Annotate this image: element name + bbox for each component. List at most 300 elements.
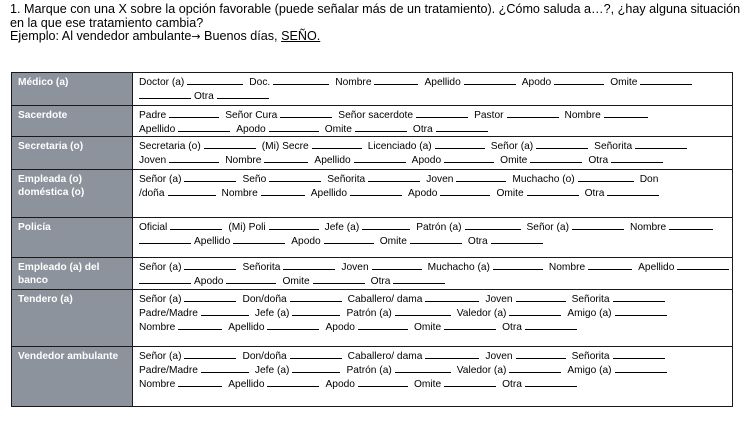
- row-options: [133, 73, 733, 106]
- row-options: [133, 106, 733, 137]
- option-label: Joven: [341, 262, 369, 273]
- option-label: Nombre: [139, 322, 176, 333]
- answer-blank[interactable]: [607, 186, 659, 196]
- answer-blank[interactable]: [178, 377, 222, 387]
- answer-blank[interactable]: [615, 363, 667, 373]
- option-label: Apellido: [314, 155, 351, 166]
- option-line: [139, 349, 728, 363]
- answer-blank[interactable]: [362, 220, 410, 230]
- option-label: Amigo (a): [567, 308, 612, 319]
- option-label: Muchacho (a): [427, 262, 490, 273]
- answer-blank[interactable]: [493, 260, 543, 270]
- answer-blank[interactable]: [169, 153, 219, 163]
- row-category: Médico (a): [12, 73, 133, 106]
- option-label: Nombre: [221, 188, 258, 199]
- option-label: Señorita: [571, 351, 610, 362]
- answer-blank[interactable]: [435, 139, 485, 149]
- option-item: [139, 77, 243, 88]
- option-item: [416, 222, 520, 233]
- answer-blank[interactable]: [269, 172, 321, 182]
- row-options: [133, 290, 733, 347]
- answer-blank[interactable]: [530, 153, 582, 163]
- option-label: Omite: [413, 379, 442, 390]
- answer-blank[interactable]: [456, 172, 506, 182]
- row-category: Empleada (o) doméstica (o): [12, 170, 133, 218]
- question-line-2: en la que ese tratamiento cambia?: [10, 15, 204, 30]
- answer-blank[interactable]: [374, 75, 418, 85]
- option-line: [139, 172, 728, 186]
- option-item: [565, 110, 648, 121]
- option-label: Patrón (a): [416, 222, 462, 233]
- option-item: [371, 276, 446, 287]
- option-item: [194, 276, 276, 287]
- example-middle: Buenos días,: [200, 29, 282, 44]
- option-item: [585, 188, 660, 199]
- row-options: [133, 258, 733, 290]
- answer-blank[interactable]: [669, 220, 713, 230]
- option-line: [139, 260, 728, 274]
- option-item: [139, 155, 219, 166]
- option-item: [139, 262, 236, 273]
- option-item: [325, 124, 407, 135]
- option-item: [496, 188, 578, 199]
- option-label: Omite: [500, 155, 528, 166]
- answer-blank[interactable]: [169, 108, 219, 118]
- option-label: /doña: [139, 188, 165, 199]
- answer-blank[interactable]: [184, 172, 236, 182]
- option-label: (Mi) Poli: [228, 222, 266, 233]
- option-label: Apodo: [194, 276, 224, 287]
- option-label: Omite: [379, 236, 407, 247]
- option-item: [139, 222, 222, 233]
- option-line: [139, 274, 728, 288]
- option-line: [139, 139, 728, 153]
- option-label: Joven: [485, 294, 513, 305]
- option-item: [572, 294, 665, 305]
- option-item: [594, 141, 687, 152]
- answer-blank[interactable]: [273, 75, 329, 85]
- answer-blank[interactable]: [280, 108, 332, 118]
- answer-blank[interactable]: [464, 75, 516, 85]
- option-label: Apodo: [411, 155, 442, 166]
- option-label: Omite: [413, 322, 442, 333]
- option-item: [291, 236, 373, 247]
- option-label: Otra: [584, 188, 605, 199]
- option-item: [380, 236, 462, 247]
- option-item: [638, 262, 729, 273]
- option-item: [457, 365, 562, 376]
- option-item: [228, 379, 319, 390]
- option-item: [408, 188, 490, 199]
- answer-blank[interactable]: [184, 292, 236, 302]
- option-item: [640, 174, 659, 185]
- option-item: [255, 365, 341, 376]
- option-label: Nombre: [564, 110, 601, 121]
- answer-blank[interactable]: [269, 122, 319, 132]
- option-item: [242, 351, 341, 362]
- option-label: Nombre: [225, 155, 262, 166]
- option-label: Apellido: [310, 188, 347, 199]
- option-item: [255, 308, 341, 319]
- answer-blank[interactable]: [444, 320, 496, 330]
- answer-blank[interactable]: [677, 260, 729, 270]
- option-item: [139, 379, 222, 390]
- answer-blank[interactable]: [358, 320, 408, 330]
- option-item: [610, 77, 692, 88]
- answer-blank[interactable]: [440, 186, 490, 196]
- option-label: Doc.: [249, 77, 271, 88]
- answer-blank[interactable]: [615, 306, 667, 316]
- answer-blank[interactable]: [525, 377, 577, 387]
- option-item: [311, 188, 402, 199]
- option-item: [522, 77, 604, 88]
- answer-blank[interactable]: [425, 292, 479, 302]
- option-item: [527, 222, 624, 233]
- option-item: [282, 276, 364, 287]
- row-category: Tendero (a): [12, 290, 133, 347]
- option-label: Otra: [194, 91, 214, 102]
- option-item: [325, 222, 411, 233]
- table-row: [12, 347, 733, 407]
- question-instructions: [10, 2, 741, 44]
- option-label: Otra: [502, 322, 522, 333]
- form-table: [11, 72, 733, 407]
- option-label: Muchacho (o): [512, 174, 575, 185]
- option-label: Don: [639, 174, 659, 185]
- option-label: Apellido: [228, 322, 265, 333]
- option-item: [139, 110, 219, 121]
- option-item: [348, 351, 480, 362]
- answer-blank[interactable]: [139, 274, 191, 284]
- option-item: [236, 124, 318, 135]
- table-row: [12, 170, 733, 218]
- option-line: [139, 363, 728, 377]
- option-label: Señor (a): [139, 351, 182, 362]
- option-item: [139, 308, 249, 319]
- question-line-1: 1. Marque con una X sobre la opción favorable (puede señalar más de un tratamiento). ¿Cómo saluda a…?, ¿hay alguna situación: [10, 2, 741, 16]
- table-row: [12, 258, 733, 290]
- option-label: Valedor (a): [456, 365, 507, 376]
- option-label: Patrón (a): [346, 308, 392, 319]
- option-label: Padre/Madre: [139, 365, 198, 376]
- answer-blank[interactable]: [527, 186, 579, 196]
- answer-blank[interactable]: [358, 377, 408, 387]
- option-item: [242, 294, 341, 305]
- option-label: Pastor: [474, 110, 504, 121]
- option-label: Apodo: [291, 236, 321, 247]
- answer-blank[interactable]: [324, 234, 374, 244]
- answer-blank[interactable]: [217, 89, 269, 99]
- row-options: [133, 347, 733, 407]
- answer-blank[interactable]: [168, 186, 216, 196]
- option-label: Otra: [502, 379, 522, 390]
- example-answer: SEÑO.: [281, 29, 321, 44]
- answer-blank[interactable]: [292, 363, 340, 373]
- answer-blank[interactable]: [269, 220, 319, 230]
- option-item: [457, 308, 562, 319]
- answer-blank[interactable]: [368, 172, 420, 182]
- row-category: Sacerdote: [12, 106, 133, 137]
- answer-blank[interactable]: [436, 122, 488, 132]
- option-label: Caballero/ dama: [347, 294, 423, 305]
- option-label: Nombre: [139, 379, 176, 390]
- option-label: Omite: [282, 276, 310, 287]
- table-row: [12, 137, 733, 170]
- option-item: [468, 236, 543, 247]
- row-options: [133, 170, 733, 218]
- option-label: Nombre: [548, 262, 586, 273]
- option-label: Caballero/ dama: [347, 351, 423, 362]
- option-item: [348, 294, 480, 305]
- answer-blank[interactable]: [267, 377, 319, 387]
- option-label: Omite: [496, 188, 524, 199]
- option-label: Señor (a): [139, 262, 182, 273]
- answer-blank[interactable]: [187, 75, 243, 85]
- option-item: [474, 110, 558, 121]
- answer-blank[interactable]: [372, 260, 422, 270]
- option-item: [139, 141, 256, 152]
- answer-blank[interactable]: [516, 292, 566, 302]
- option-label: Otra: [370, 276, 391, 287]
- option-label: Apellido: [424, 77, 461, 88]
- answer-blank[interactable]: [355, 122, 407, 132]
- answer-blank[interactable]: [507, 108, 559, 118]
- option-item: [228, 322, 319, 333]
- option-item: [414, 322, 496, 333]
- answer-blank[interactable]: [525, 320, 577, 330]
- answer-blank[interactable]: [313, 274, 365, 284]
- answer-blank[interactable]: [536, 139, 588, 149]
- option-item: [249, 77, 329, 88]
- answer-blank[interactable]: [184, 260, 236, 270]
- table-row: [12, 106, 733, 137]
- answer-blank[interactable]: [184, 349, 236, 359]
- option-label: Señor (a): [139, 174, 182, 185]
- option-label: Otra: [467, 236, 488, 247]
- option-item: [335, 77, 418, 88]
- option-label: Don/doña: [242, 351, 287, 362]
- option-label: Padre/Madre: [139, 308, 198, 319]
- option-label: Amigo (a): [567, 365, 612, 376]
- option-item: [139, 174, 236, 185]
- option-item: [139, 351, 236, 362]
- option-item: [502, 322, 577, 333]
- answer-blank[interactable]: [416, 108, 468, 118]
- option-item: [512, 174, 633, 185]
- option-item: [139, 124, 230, 135]
- option-item: [242, 262, 335, 273]
- answer-blank[interactable]: [613, 349, 665, 359]
- answer-blank[interactable]: [572, 220, 624, 230]
- option-line: [139, 153, 728, 167]
- answer-blank[interactable]: [264, 153, 308, 163]
- option-label: Joven: [426, 174, 454, 185]
- option-item: [139, 294, 236, 305]
- option-item: [262, 141, 362, 152]
- row-category: Policía: [12, 218, 133, 258]
- example-prefix: Ejemplo: Al vendedor ambulante: [10, 29, 192, 44]
- example-line: [10, 30, 738, 44]
- option-label: Señorita: [594, 141, 633, 152]
- answer-blank[interactable]: [292, 306, 340, 316]
- answer-blank[interactable]: [178, 122, 230, 132]
- answer-blank[interactable]: [604, 108, 648, 118]
- answer-blank[interactable]: [509, 306, 561, 316]
- row-options: [133, 137, 733, 170]
- option-label: Omite: [324, 124, 352, 135]
- option-label: Apodo: [325, 379, 355, 390]
- option-item: [346, 308, 450, 319]
- option-item: [572, 351, 665, 362]
- option-line: [139, 292, 728, 306]
- table-row: [12, 73, 733, 106]
- option-label: Señor (a): [526, 222, 569, 233]
- row-options: [133, 218, 733, 258]
- option-label: Apodo: [325, 322, 355, 333]
- option-item: [194, 236, 285, 247]
- answer-blank[interactable]: [139, 89, 191, 99]
- option-item: [567, 308, 666, 319]
- answer-blank[interactable]: [395, 363, 451, 373]
- answer-blank[interactable]: [283, 260, 335, 270]
- answer-blank[interactable]: [226, 274, 276, 284]
- option-item: [139, 322, 222, 333]
- option-label: Otra: [588, 155, 609, 166]
- answer-blank[interactable]: [170, 220, 222, 230]
- answer-blank[interactable]: [444, 153, 494, 163]
- option-label: Secretaria (o): [139, 141, 201, 152]
- option-label: Señorita: [571, 294, 610, 305]
- row-category: Secretaria (o): [12, 137, 133, 170]
- answer-blank[interactable]: [613, 292, 665, 302]
- option-item: [413, 124, 488, 135]
- option-label: Seño: [242, 174, 267, 185]
- answer-blank[interactable]: [233, 234, 285, 244]
- answer-blank[interactable]: [465, 220, 521, 230]
- option-item: [242, 174, 321, 185]
- option-label: Don/doña: [242, 294, 287, 305]
- option-item: [314, 155, 405, 166]
- option-line: [139, 377, 728, 391]
- answer-blank[interactable]: [139, 234, 191, 244]
- option-item: [491, 141, 588, 152]
- answer-blank[interactable]: [201, 363, 249, 373]
- answer-blank[interactable]: [354, 153, 406, 163]
- option-label: Apodo: [521, 77, 552, 88]
- option-item: [341, 262, 421, 273]
- option-item: [338, 110, 468, 121]
- answer-blank[interactable]: [267, 320, 319, 330]
- option-line: [139, 108, 728, 122]
- option-label: Señorita: [242, 262, 281, 273]
- option-label: Señor (a): [139, 294, 182, 305]
- option-item: [549, 262, 632, 273]
- option-item: [222, 188, 305, 199]
- option-label: Joven: [139, 155, 167, 166]
- option-item: [139, 188, 216, 199]
- option-item: [139, 365, 249, 376]
- answer-blank[interactable]: [261, 186, 305, 196]
- answer-blank[interactable]: [554, 75, 604, 85]
- option-label: (Mi) Secre: [261, 141, 309, 152]
- option-label: Señor sacerdote: [338, 110, 414, 121]
- answer-blank[interactable]: [444, 377, 496, 387]
- answer-blank[interactable]: [395, 306, 451, 316]
- answer-blank[interactable]: [204, 139, 256, 149]
- answer-blank[interactable]: [290, 292, 342, 302]
- answer-blank[interactable]: [350, 186, 402, 196]
- option-label: Señorita: [327, 174, 366, 185]
- option-label: Señor (a): [490, 141, 534, 152]
- option-label: Oficial: [139, 222, 168, 233]
- answer-blank[interactable]: [178, 320, 222, 330]
- row-category: Empleado (a) del banco: [12, 258, 133, 290]
- answer-blank[interactable]: [640, 75, 692, 85]
- option-item: [426, 174, 506, 185]
- option-item: [225, 110, 332, 121]
- option-line: [139, 89, 728, 103]
- row-category: Vendedor ambulante: [12, 347, 133, 407]
- option-line: [139, 306, 728, 320]
- option-item: [225, 155, 308, 166]
- option-label: Señor Cura: [225, 110, 278, 121]
- answer-blank[interactable]: [611, 153, 663, 163]
- option-item: [327, 174, 420, 185]
- answer-blank[interactable]: [578, 172, 634, 182]
- answer-blank[interactable]: [516, 349, 566, 359]
- option-item: [228, 222, 318, 233]
- option-item: [325, 379, 407, 390]
- answer-blank[interactable]: [425, 349, 479, 359]
- answer-blank[interactable]: [201, 306, 249, 316]
- option-item: [414, 379, 496, 390]
- option-item: [567, 365, 666, 376]
- answer-blank[interactable]: [588, 260, 632, 270]
- answer-blank[interactable]: [410, 234, 462, 244]
- answer-blank[interactable]: [290, 349, 342, 359]
- option-label: Apellido: [228, 379, 265, 390]
- option-item: [485, 351, 565, 362]
- option-label: Apodo: [407, 188, 438, 199]
- answer-blank[interactable]: [491, 234, 543, 244]
- option-label: Nombre: [335, 77, 372, 88]
- answer-blank[interactable]: [312, 139, 362, 149]
- option-item: [588, 155, 663, 166]
- answer-blank[interactable]: [509, 363, 561, 373]
- option-line: [139, 320, 728, 334]
- option-line: [139, 75, 728, 89]
- answer-blank[interactable]: [635, 139, 687, 149]
- option-label: Licenciado (a): [367, 141, 432, 152]
- option-label: Apellido: [194, 236, 231, 247]
- option-item: [485, 294, 565, 305]
- option-label: Doctor (a): [139, 77, 185, 88]
- option-label: Omite: [610, 77, 638, 88]
- option-label: Padre: [139, 110, 167, 121]
- option-label: Apodo: [236, 124, 266, 135]
- option-item: [412, 155, 494, 166]
- option-label: Valedor (a): [456, 308, 507, 319]
- option-item: [424, 77, 515, 88]
- option-item: [346, 365, 450, 376]
- option-line: [139, 186, 728, 200]
- option-label: Apellido: [638, 262, 675, 273]
- option-line: [139, 122, 728, 136]
- option-label: Joven: [485, 351, 513, 362]
- answer-blank[interactable]: [393, 274, 445, 284]
- arrow-icon: →: [191, 30, 201, 44]
- option-item: [502, 379, 577, 390]
